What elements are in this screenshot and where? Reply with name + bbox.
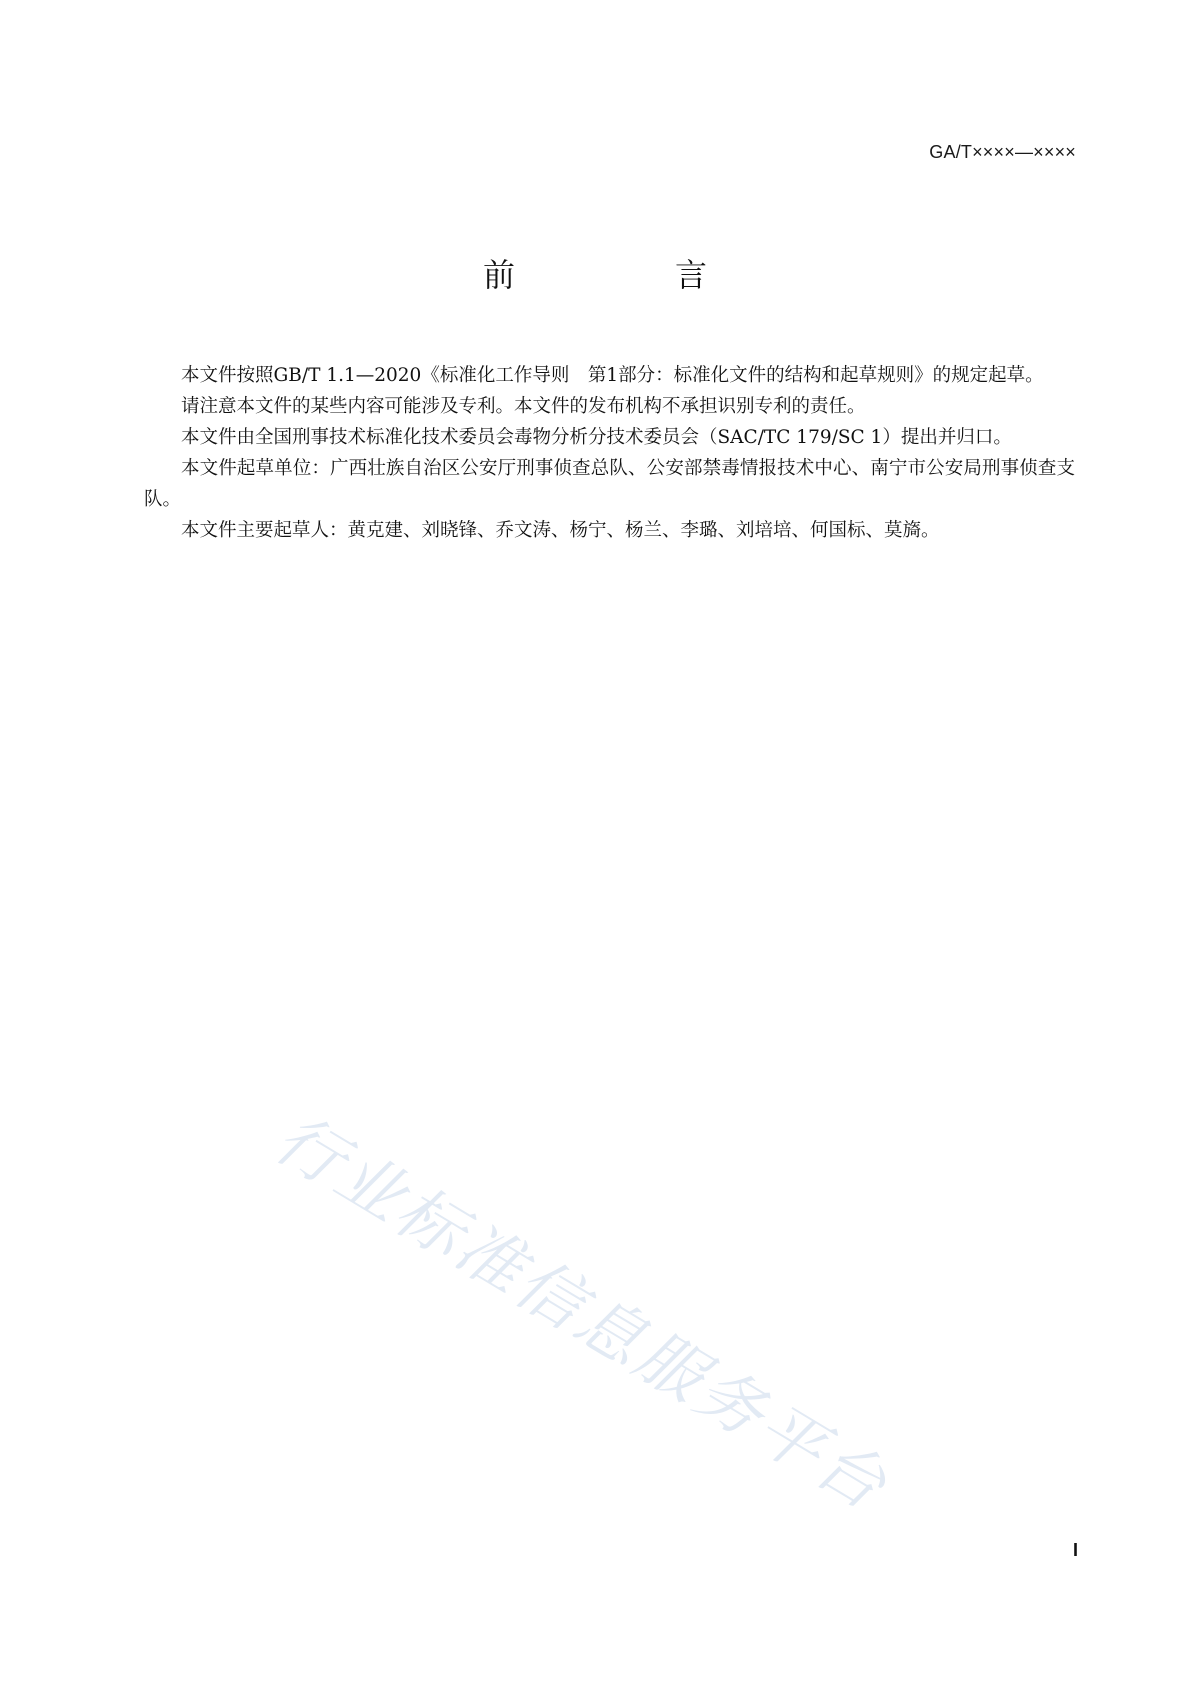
paragraph-drafting-rules: 本文件按照GB/T 1.1—2020《标准化工作导则 第1部分：标准化文件的结构和起草规则》的规定起草。 [181,365,1044,386]
page-number: I [1072,1540,1078,1560]
paragraph-proposer: 本文件由全国刑事技术标准化技术委员会毒物分析分技术委员会（SAC/TC 179/SC 1）提出并归口。 [181,427,1012,448]
foreword-body [144,360,1075,546]
page-title: 前 言 [482,256,771,294]
paragraph-patent-notice: 请注意本文件的某些内容可能涉及专利。本文件的发布机构不承担识别专利的责任。 [181,396,866,417]
standard-code: GA/T××××—×××× [929,142,1076,162]
watermark: 行业标准信息服务平台 [262,1099,902,1527]
paragraph-drafting-units: 本文件起草单位：广西壮族自治区公安厅刑事侦查总队、公安部禁毒情报技术中心、南宁市公安局刑事侦查支队。 [144,458,1075,510]
paragraph-drafters: 本文件主要起草人：黄克建、刘晓锋、乔文涛、杨宁、杨兰、李璐、刘培培、何国标、莫旖。 [181,520,940,541]
